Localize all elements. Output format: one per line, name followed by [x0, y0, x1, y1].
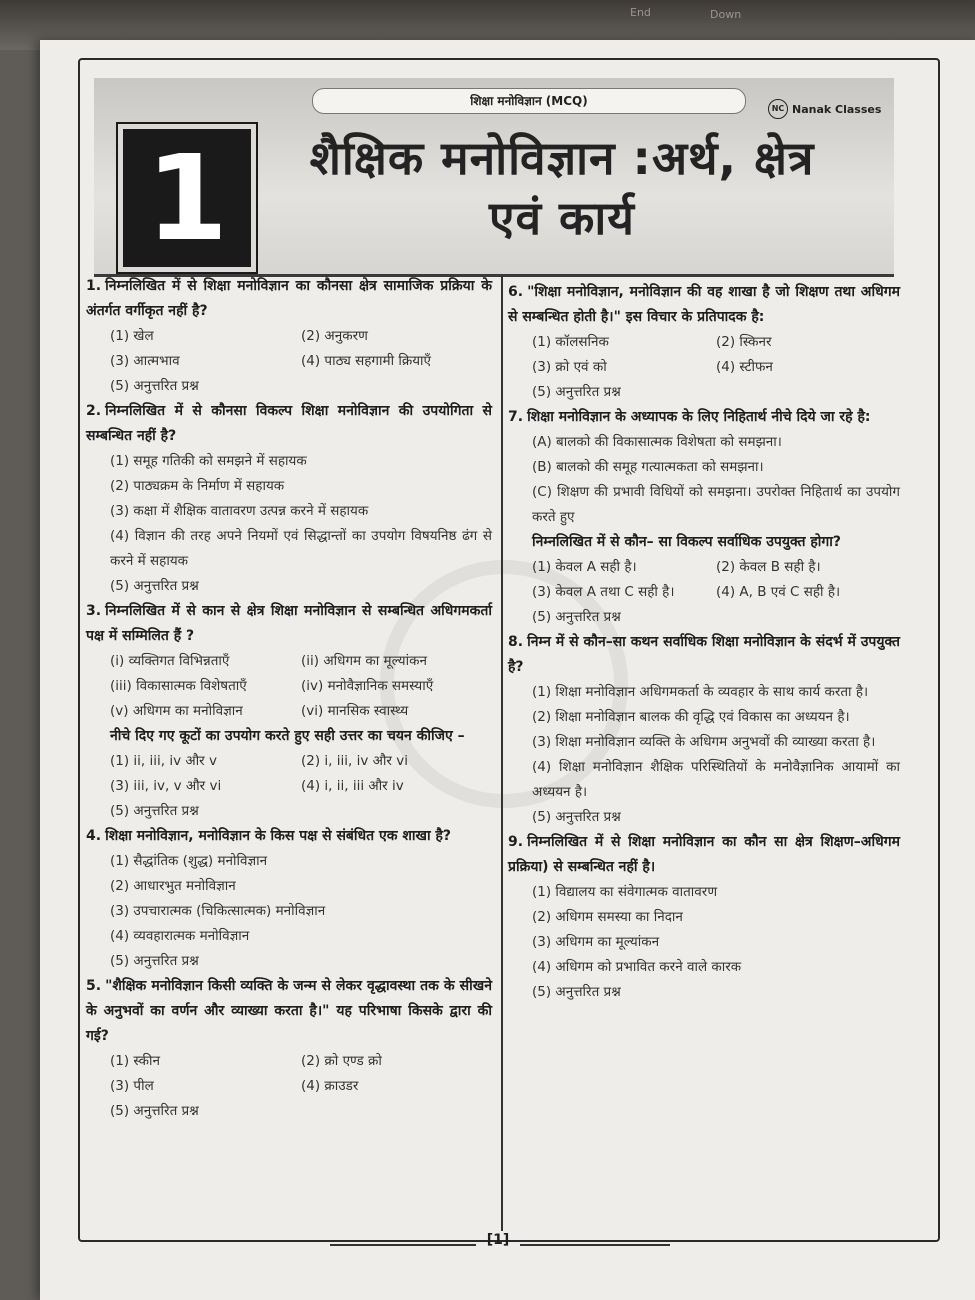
- brand: [768, 98, 881, 120]
- question-6: [508, 280, 900, 405]
- option: (1) विद्यालय का संवेगात्मक वातावरण: [532, 884, 718, 900]
- question-8: [508, 630, 900, 830]
- option: (2) शिक्षा मनोविज्ञान बालक की वृद्धि एवं विकास का अध्ययन है।: [532, 709, 850, 725]
- option: (1) स्कीन: [110, 1053, 161, 1069]
- option: (3) शिक्षा मनोविज्ञान व्यक्ति के अधिगम अनुभवों की व्याख्या करता है।: [532, 734, 876, 750]
- question-text: 8. निम्न में से कौन–सा कथन सर्वाधिक शिक्षा मनोविज्ञान के संदर्भ में उपयुक्त है?: [508, 634, 900, 675]
- question-text: 1. निम्नलिखित में से शिक्षा मनोविज्ञान का कौनसा क्षेत्र सामाजिक प्रक्रिया के अंतर्गत वर्गीकृत नहीं है?: [86, 278, 492, 319]
- option: (1) शिक्षा मनोविज्ञान अधिगमकर्ता के व्यवहार के साथ कार्य करता है।: [532, 684, 869, 700]
- chapter-number: 1: [118, 124, 256, 272]
- option: (5) अनुत्तरित प्रश्न: [110, 953, 199, 969]
- page-number: [1]: [486, 1232, 510, 1248]
- statement: (B) बालको की समूह गत्यात्मकता को समझना।: [532, 459, 764, 475]
- option: (4) क्राउडर: [301, 1078, 359, 1094]
- option: (4) A, B एवं C सही है।: [716, 584, 841, 600]
- options: [86, 324, 492, 374]
- chapter-title: [262, 128, 862, 248]
- option: (1) खेल: [110, 328, 154, 344]
- option: (2) अधिगम समस्या का निदान: [532, 909, 683, 925]
- brand-name: Nanak Classes: [792, 102, 882, 116]
- options: [508, 330, 900, 380]
- right-column: [508, 280, 900, 1005]
- option: (4) i, ii, iii और iv: [301, 778, 404, 794]
- option: (3) केवल A तथा C सही है।: [532, 584, 675, 600]
- statement: (v) अधिगम का मनोविज्ञान: [110, 703, 243, 719]
- option: (2) अनुकरण: [301, 328, 368, 344]
- question-5: [86, 974, 492, 1124]
- statement: (i) व्यक्तिगत विभिन्नताएँ: [110, 653, 230, 669]
- option: (4) विज्ञान की तरह अपने नियमों एवं सिद्धान्तों का उपयोग विषयनिष्ठ ढंग से करने में सहायक: [110, 528, 492, 569]
- options: [86, 749, 492, 799]
- question-text: 5. "शैक्षिक मनोविज्ञान किसी व्यक्ति के जन्म से लेकर वृद्धावस्था तक के सीखने के अनुभवों का वर्णन और व्याख्या करता है।" यह परिभाषा किसके द्वारा की गई?: [86, 978, 492, 1044]
- option: (1) कॉलसनिक: [532, 334, 609, 350]
- option: (3) iii, iv, v और vi: [110, 778, 222, 794]
- question-1: [86, 274, 492, 399]
- statement: (vi) मानसिक स्वास्थ्य: [301, 703, 409, 719]
- option: (5) अनुत्तरित प्रश्न: [532, 384, 621, 400]
- question-text: 4. शिक्षा मनोविज्ञान, मनोविज्ञान के किस पक्ष से संबंधित एक शाखा है?: [86, 828, 452, 844]
- instruction: निम्नलिखित में से कौन– सा विकल्प सर्वाधिक उपयुक्त होगा?: [532, 534, 842, 550]
- question-text: 6. "शिक्षा मनोविज्ञान, मनोविज्ञान की वह शाखा है जो शिक्षण तथा अधिगम से सम्बन्धित होती है।" इस विचार के प्रतिपादक है:: [508, 284, 900, 325]
- option: (5) अनुत्तरित प्रश्न: [532, 609, 621, 625]
- option: (4) स्टीफन: [716, 359, 773, 375]
- question-9: [508, 830, 900, 1005]
- question-text: 2. निम्नलिखित में से कौनसा विकल्प शिक्षा मनोविज्ञान की उपयोगिता से सम्बन्धित नहीं है?: [86, 403, 492, 444]
- option: (4) अधिगम को प्रभावित करने वाले कारक: [532, 959, 742, 975]
- option: (3) आत्मभाव: [110, 353, 180, 369]
- option: (1) ii, iii, iv और v: [110, 753, 217, 769]
- question-text: 3. निम्नलिखित में से कान से क्षेत्र शिक्षा मनोविज्ञान से सम्बन्धित अधिगमकर्ता पक्ष में सम्मिलित हैं ?: [86, 603, 492, 644]
- question-3: [86, 599, 492, 824]
- option: (3) उपचारात्मक (चिकित्सात्मक) मनोविज्ञान: [110, 903, 326, 919]
- option: (5) अनुत्तरित प्रश्न: [110, 578, 199, 594]
- options: [86, 449, 492, 599]
- statement: (iv) मनोवैज्ञानिक समस्याएँ: [301, 678, 434, 694]
- option: (2) स्किनर: [716, 334, 772, 350]
- brand-logo-icon: NC: [768, 99, 788, 119]
- option: (1) समूह गतिकी को समझने में सहायक: [110, 453, 307, 469]
- left-column: [86, 274, 492, 1124]
- question-2: [86, 399, 492, 599]
- statement: (C) शिक्षण की प्रभावी विधियों को समझना। उपरोक्त निहितार्थ का उपयोग करते हुए: [532, 484, 900, 525]
- statement: (A) बालको की विकासात्मक विशेषता को समझना।: [532, 434, 782, 450]
- column-divider: [501, 276, 503, 1231]
- statements: [508, 430, 900, 530]
- question-7: [508, 405, 900, 630]
- option: (4) पाठ्य सहगामी क्रियाएँ: [301, 353, 432, 369]
- option: (5) अनुत्तरित प्रश्न: [532, 809, 621, 825]
- key-label-down: Down: [710, 8, 742, 21]
- key-label-end: End: [630, 6, 651, 19]
- option: (5) अनुत्तरित प्रश्न: [110, 1103, 199, 1119]
- option: (4) व्यवहारात्मक मनोविज्ञान: [110, 928, 250, 944]
- options: [86, 1049, 492, 1099]
- chapter-title-line-1: शैक्षिक मनोविज्ञान :अर्थ, क्षेत्र: [309, 131, 815, 185]
- options: [86, 849, 492, 974]
- statement: (ii) अधिगम का मूल्यांकन: [301, 653, 427, 669]
- option: (5) अनुत्तरित प्रश्न: [110, 803, 199, 819]
- instruction: नीचे दिए गए कूटों का उपयोग करते हुए सही उत्तर का चयन कीजिए –: [110, 728, 465, 744]
- option: (5) अनुत्तरित प्रश्न: [532, 984, 621, 1000]
- footer-rule-left: [330, 1244, 476, 1246]
- question-4: [86, 824, 492, 974]
- option: (2) केवल B सही है।: [716, 559, 821, 575]
- option: (3) क्रो एवं को: [532, 359, 607, 375]
- question-text: 9. निम्नलिखित में से शिक्षा मनोविज्ञान का कौन सा क्षेत्र शिक्षण–अधिगम प्रक्रिया) से सम्बन्धित नहीं है।: [508, 834, 900, 875]
- chapter-title-line-2: एवं कार्य: [489, 191, 635, 245]
- option: (1) सैद्धांतिक (शुद्ध) मनोविज्ञान: [110, 853, 268, 869]
- option: (5) अनुत्तरित प्रश्न: [110, 378, 199, 394]
- option: (2) आधारभुत मनोविज्ञान: [110, 878, 236, 894]
- statement: (iii) विकासात्मक विशेषताएँ: [110, 678, 247, 694]
- subject-title: शिक्षा मनोविज्ञान (MCQ): [312, 88, 746, 114]
- option: (2) पाठ्यक्रम के निर्माण में सहायक: [110, 478, 285, 494]
- option: (2) i, iii, iv और vi: [301, 753, 408, 769]
- footer-rule-right: [520, 1244, 670, 1246]
- question-text: 7. शिक्षा मनोविज्ञान के अध्यापक के लिए निहितार्थ नीचे दिये जा रहे है:: [508, 409, 871, 425]
- option: (3) कक्षा में शैक्षिक वातावरण उत्पन्न करने में सहायक: [110, 503, 369, 519]
- option: (1) केवल A सही है।: [532, 559, 637, 575]
- options: [508, 880, 900, 1005]
- statements: [86, 649, 492, 724]
- option: (3) पील: [110, 1078, 154, 1094]
- options: [508, 680, 900, 830]
- option: (4) शिक्षा मनोविज्ञान शैक्षिक परिस्थितियों के मनोवैज्ञानिक आयामों का अध्ययन है।: [532, 759, 900, 800]
- option: (2) क्रो एण्ड क्रो: [301, 1053, 382, 1069]
- option: (3) अधिगम का मूल्यांकन: [532, 934, 660, 950]
- options: [508, 555, 900, 605]
